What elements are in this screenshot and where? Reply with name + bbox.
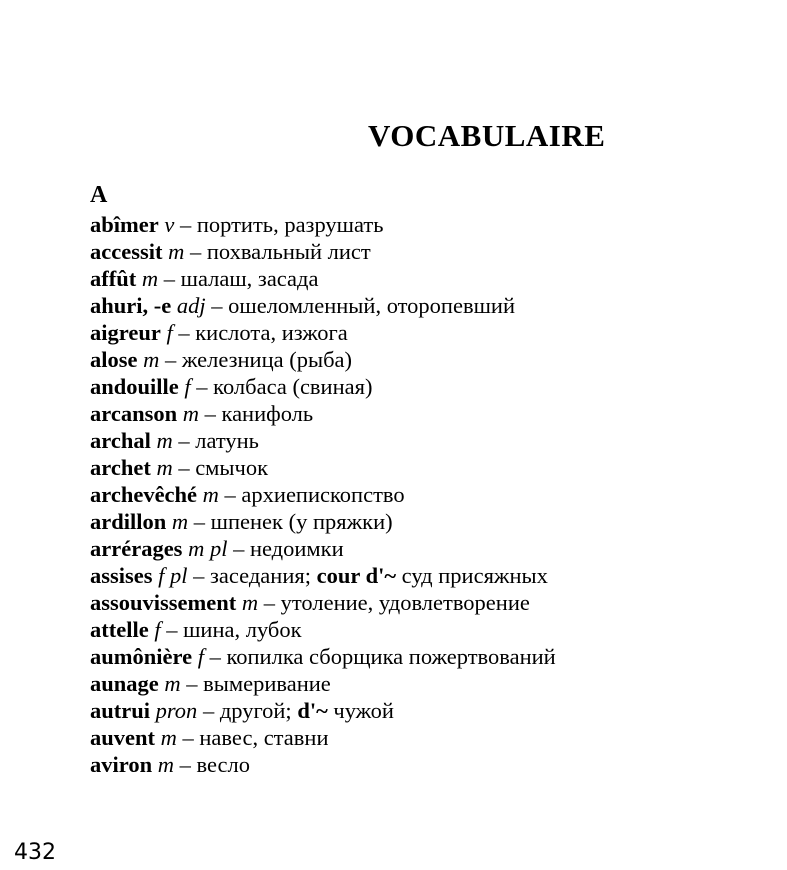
entry-dash: –: [211, 293, 223, 318]
entry-headword: accessit: [90, 239, 163, 264]
entry-grammar: m: [141, 266, 159, 291]
entry-translation: ошеломленный, оторопевший: [228, 293, 515, 318]
entry-grammar: m: [202, 482, 219, 507]
vocabulary-entry: [90, 616, 780, 643]
entry-headword: aigreur: [90, 320, 161, 345]
entry-dash: –: [186, 671, 198, 696]
page-title: VOCABULAIRE: [368, 118, 606, 153]
entry-headword: ardillon: [90, 509, 167, 534]
entry-dash: –: [179, 752, 191, 777]
entry-dash: –: [182, 725, 194, 750]
entry-translation: другой;: [219, 698, 292, 723]
entry-translation: шалаш, засада: [180, 266, 319, 291]
entry-translation: заседания;: [210, 563, 311, 588]
entry-headword: andouille: [90, 374, 179, 399]
page-number: 432: [14, 840, 56, 865]
entry-grammar: adj: [176, 293, 206, 318]
entry-dash: –: [166, 617, 178, 642]
vocabulary-entry: [90, 481, 780, 508]
entry-translation: весло: [196, 752, 250, 777]
entry-headword: archevêché: [90, 482, 198, 507]
vocabulary-entry: [90, 373, 780, 400]
entry-grammar: m: [156, 455, 173, 480]
entry-translation: шпенек (у пряжки): [210, 509, 393, 534]
entry-grammar: f: [166, 320, 173, 345]
entry-translation: утоление, удовлетворение: [280, 590, 530, 615]
entry-grammar: pron: [155, 698, 198, 723]
vocabulary-entry: [90, 346, 780, 373]
vocabulary-entry: [90, 400, 780, 427]
entry-translation: вымеривание: [203, 671, 331, 696]
entry-headword: arcanson: [90, 401, 178, 426]
entry-headword: ahuri, -e: [90, 293, 172, 318]
vocabulary-entry: [90, 508, 780, 535]
entry-headword: aunage: [90, 671, 159, 696]
entry-headword: archal: [90, 428, 151, 453]
entry-headword: assouvissement: [90, 590, 237, 615]
vocabulary-entry: [90, 427, 780, 454]
entry-headword: auvent: [90, 725, 156, 750]
entry-grammar: m pl: [188, 536, 228, 561]
entry-headword: assises: [90, 563, 153, 588]
vocabulary-list: [90, 211, 780, 778]
entry-grammar: m: [143, 347, 160, 372]
vocabulary-entry: [90, 238, 780, 265]
entry-translation: шина, лубок: [183, 617, 302, 642]
entry-phrase: cour d'~: [316, 563, 397, 588]
entry-phrase-translation: чужой: [333, 698, 394, 723]
entry-translation: канифоль: [221, 401, 314, 426]
vocabulary-entry: [90, 211, 780, 238]
entry-dash: –: [204, 401, 216, 426]
entry-headword: aumônière: [90, 644, 193, 669]
entry-grammar: f: [154, 617, 161, 642]
vocabulary-entry: [90, 697, 780, 724]
entry-grammar: m: [160, 725, 177, 750]
entry-dash: –: [193, 509, 206, 534]
entry-translation: портить, разрушать: [196, 212, 384, 237]
entry-translation: смычок: [195, 455, 269, 480]
entry-grammar: m: [157, 752, 174, 777]
vocabulary-entry: [90, 643, 780, 670]
entry-headword: archet: [90, 455, 151, 480]
entry-grammar: m: [156, 428, 173, 453]
entry-translation: железница (рыба): [181, 347, 353, 372]
entry-dash: –: [178, 455, 190, 480]
vocabulary-entry: [90, 535, 780, 562]
entry-headword: arrérages: [90, 536, 183, 561]
entry-dash: –: [202, 698, 215, 723]
entry-dash: –: [209, 644, 221, 669]
entry-dash: –: [196, 374, 208, 399]
entry-translation: кислота, изжога: [195, 320, 348, 345]
entry-dash: –: [178, 320, 190, 345]
entry-headword: autrui: [90, 698, 151, 723]
entry-grammar: m: [171, 509, 189, 534]
vocabulary-entry: [90, 670, 780, 697]
entry-translation: недоимки: [249, 536, 344, 561]
entry-headword: attelle: [90, 617, 149, 642]
entry-grammar: m: [241, 590, 259, 615]
entry-translation: похвальный лист: [206, 239, 371, 264]
entry-dash: –: [233, 536, 245, 561]
vocabulary-entry: [90, 724, 780, 751]
vocabulary-entry: [90, 454, 780, 481]
entry-headword: aviron: [90, 752, 153, 777]
entry-headword: abîmer: [90, 212, 159, 237]
vocabulary-entry: [90, 292, 780, 319]
entry-dash: –: [189, 239, 202, 264]
entry-phrase-translation: суд присяжных: [401, 563, 548, 588]
entry-grammar: m: [164, 671, 181, 696]
entry-dash: –: [178, 428, 190, 453]
entry-translation: копилка сборщика пожертвований: [226, 644, 556, 669]
entry-dash: –: [165, 347, 177, 372]
vocabulary-entry: [90, 589, 780, 616]
vocabulary-entry: [90, 562, 780, 589]
entry-translation: латунь: [195, 428, 259, 453]
vocabulary-entry: [90, 265, 780, 292]
vocabulary-entry: [90, 319, 780, 346]
entry-grammar: v: [164, 212, 175, 237]
entry-translation: навес, ставни: [199, 725, 329, 750]
vocabulary-entry: [90, 751, 780, 778]
entry-grammar: m: [168, 239, 185, 264]
entry-translation: колбаса (свиная): [213, 374, 373, 399]
entry-dash: –: [163, 266, 175, 291]
entry-dash: –: [193, 563, 205, 588]
entry-dash: –: [224, 482, 236, 507]
entry-dash: –: [263, 590, 276, 615]
entry-headword: affût: [90, 266, 137, 291]
entry-phrase: d'~: [297, 698, 328, 723]
entry-grammar: f: [184, 374, 191, 399]
entry-grammar: f: [197, 644, 204, 669]
entry-headword: alose: [90, 347, 138, 372]
section-letter: A: [90, 182, 108, 208]
entry-grammar: f pl: [158, 563, 188, 588]
entry-translation: архиепископство: [241, 482, 405, 507]
entry-grammar: m: [182, 401, 199, 426]
entry-dash: –: [179, 212, 192, 237]
